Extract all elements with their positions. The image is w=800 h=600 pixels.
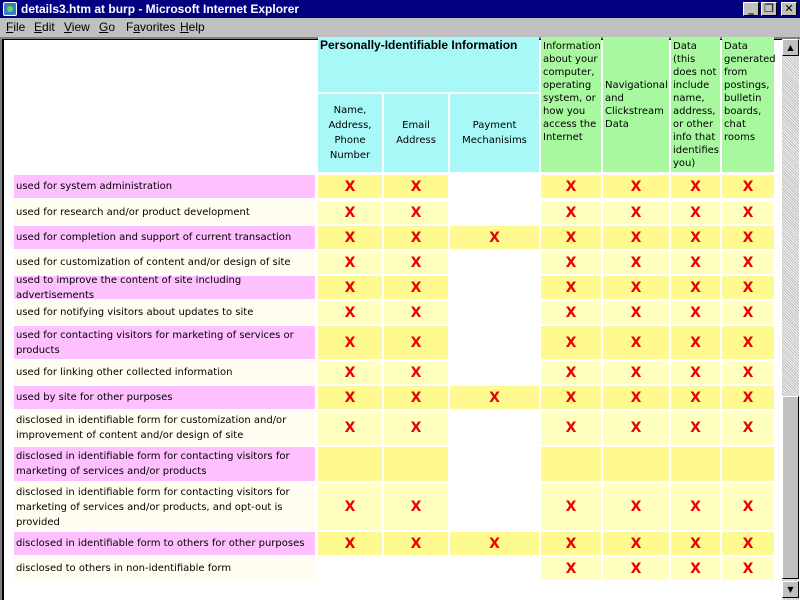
x-mark: X xyxy=(384,251,448,274)
x-mark: X xyxy=(603,386,669,409)
restore-button[interactable]: ❐ xyxy=(761,2,777,16)
vertical-scrollbar[interactable] xyxy=(782,39,799,600)
x-mark: X xyxy=(384,361,448,384)
row-label: used to improve the content of site including advertisements xyxy=(14,276,315,299)
empty-cell xyxy=(450,411,539,445)
x-mark: X xyxy=(384,532,448,555)
scrollbar-thumb[interactable] xyxy=(782,396,799,579)
window-title: details3.htm at burp - Microsoft Internet Explorer xyxy=(21,2,300,16)
x-mark: X xyxy=(722,361,774,384)
column-header: Navigational and Clickstream Data xyxy=(603,37,669,172)
x-mark: X xyxy=(384,226,448,249)
column-header: Data generated from postings, bulletin boards, chat rooms xyxy=(722,37,774,172)
x-mark: X xyxy=(318,386,382,409)
row-label: disclosed in identifiable form for contacting visitors for marketing of services and/or products xyxy=(14,447,315,481)
x-mark: X xyxy=(603,484,669,530)
column-header: Information about your computer, operating system, or how you access the Internet xyxy=(541,37,601,172)
empty-cell xyxy=(450,484,539,530)
x-mark: X xyxy=(318,532,382,555)
x-mark: X xyxy=(541,411,601,445)
empty-cell xyxy=(671,447,720,481)
x-mark: X xyxy=(671,386,720,409)
x-mark: X xyxy=(722,301,774,324)
x-mark: X xyxy=(671,532,720,555)
row-label: used for linking other collected information xyxy=(14,361,315,384)
row-label: used for system administration xyxy=(14,175,315,198)
empty-cell xyxy=(450,301,539,324)
x-mark: X xyxy=(384,411,448,445)
x-mark: X xyxy=(722,557,774,580)
x-mark: X xyxy=(671,201,720,224)
x-mark: X xyxy=(722,226,774,249)
x-mark: X xyxy=(722,276,774,299)
x-mark: X xyxy=(671,276,720,299)
x-mark: X xyxy=(671,326,720,359)
empty-cell xyxy=(450,276,539,299)
x-mark: X xyxy=(450,226,539,249)
x-mark: X xyxy=(384,326,448,359)
x-mark: X xyxy=(450,386,539,409)
x-mark: X xyxy=(384,276,448,299)
x-mark: X xyxy=(541,251,601,274)
x-mark: X xyxy=(671,226,720,249)
row-label: used for contacting visitors for marketing of services or products xyxy=(14,326,315,359)
x-mark: X xyxy=(722,411,774,445)
empty-cell xyxy=(722,447,774,481)
x-mark: X xyxy=(603,326,669,359)
empty-cell xyxy=(450,251,539,274)
x-mark: X xyxy=(603,361,669,384)
empty-cell xyxy=(450,201,539,224)
x-mark: X xyxy=(318,226,382,249)
x-mark: X xyxy=(603,276,669,299)
row-label: disclosed in identifiable form for customization and/or improvement of content and/or design of site xyxy=(14,411,315,445)
empty-cell xyxy=(384,447,448,481)
x-mark: X xyxy=(722,201,774,224)
row-label: used for notifying visitors about updates to site xyxy=(14,301,315,324)
x-mark: X xyxy=(671,301,720,324)
x-mark: X xyxy=(384,386,448,409)
x-mark: X xyxy=(722,251,774,274)
x-mark: X xyxy=(541,175,601,198)
x-mark: X xyxy=(671,361,720,384)
ie-app-icon[interactable] xyxy=(3,2,17,16)
x-mark: X xyxy=(603,226,669,249)
x-mark: X xyxy=(722,532,774,555)
x-mark: X xyxy=(541,301,601,324)
row-label: used for customization of content and/or design of site xyxy=(14,251,315,274)
menu-go[interactable]: Go xyxy=(99,20,116,34)
column-header: Email Address xyxy=(384,94,448,172)
close-button[interactable]: ✕ xyxy=(781,2,797,16)
x-mark: X xyxy=(603,301,669,324)
x-mark: X xyxy=(318,326,382,359)
x-mark: X xyxy=(671,251,720,274)
x-mark: X xyxy=(603,201,669,224)
x-mark: X xyxy=(541,386,601,409)
empty-cell xyxy=(450,557,539,580)
x-mark: X xyxy=(318,251,382,274)
x-mark: X xyxy=(318,175,382,198)
menu-bar xyxy=(0,18,800,37)
x-mark: X xyxy=(384,201,448,224)
minimize-button[interactable]: _ xyxy=(743,2,759,16)
empty-cell xyxy=(318,557,382,580)
x-mark: X xyxy=(541,361,601,384)
x-mark: X xyxy=(603,411,669,445)
column-header: Payment Mechanisims xyxy=(450,94,539,172)
x-mark: X xyxy=(603,175,669,198)
frame-edge xyxy=(2,39,4,600)
x-mark: X xyxy=(318,361,382,384)
x-mark: X xyxy=(384,175,448,198)
column-header: Data (this does not include name, address, or other info that identifies you) xyxy=(671,37,720,172)
empty-cell xyxy=(450,361,539,384)
row-label: disclosed in identifiable form for contacting visitors for marketing of services and/or products, and opt-out is provided xyxy=(14,484,315,530)
x-mark: X xyxy=(541,557,601,580)
menu-view[interactable]: View xyxy=(64,20,90,34)
x-mark: X xyxy=(722,326,774,359)
x-mark: X xyxy=(318,276,382,299)
x-mark: X xyxy=(541,326,601,359)
empty-cell xyxy=(384,557,448,580)
x-mark: X xyxy=(384,484,448,530)
menu-help[interactable]: Help xyxy=(180,20,205,34)
x-mark: X xyxy=(671,411,720,445)
x-mark: X xyxy=(318,484,382,530)
pii-group-header: Personally-Identifiable Information xyxy=(318,37,539,92)
x-mark: X xyxy=(541,276,601,299)
x-mark: X xyxy=(541,226,601,249)
empty-cell xyxy=(541,447,601,481)
x-mark: X xyxy=(722,175,774,198)
row-label: used for research and/or product development xyxy=(14,201,315,224)
row-label: disclosed in identifiable form to others for other purposes xyxy=(14,532,315,555)
x-mark: X xyxy=(671,557,720,580)
x-mark: X xyxy=(318,201,382,224)
x-mark: X xyxy=(450,532,539,555)
window-titlebar xyxy=(0,0,800,18)
menu-file[interactable]: File xyxy=(6,20,26,34)
row-label: used for completion and support of current transaction xyxy=(14,226,315,249)
x-mark: X xyxy=(318,411,382,445)
row-label: used by site for other purposes xyxy=(14,386,315,409)
x-mark: X xyxy=(671,175,720,198)
x-mark: X xyxy=(541,201,601,224)
empty-cell xyxy=(450,326,539,359)
empty-cell xyxy=(603,447,669,481)
x-mark: X xyxy=(603,557,669,580)
scroll-up-arrow-icon[interactable]: ▲ xyxy=(782,39,799,56)
x-mark: X xyxy=(722,484,774,530)
x-mark: X xyxy=(541,532,601,555)
menu-edit[interactable]: Edit xyxy=(34,20,55,34)
x-mark: X xyxy=(603,532,669,555)
empty-cell xyxy=(450,175,539,198)
column-header: Name, Address, Phone Number xyxy=(318,94,382,172)
x-mark: X xyxy=(671,484,720,530)
row-label: disclosed to others in non-identifiable form xyxy=(14,557,315,580)
x-mark: X xyxy=(603,251,669,274)
empty-cell xyxy=(318,447,382,481)
x-mark: X xyxy=(541,484,601,530)
x-mark: X xyxy=(722,386,774,409)
x-mark: X xyxy=(318,301,382,324)
empty-cell xyxy=(450,447,539,481)
scroll-down-arrow-icon[interactable]: ▼ xyxy=(782,581,799,598)
x-mark: X xyxy=(384,301,448,324)
menu-favorites[interactable]: Favorites xyxy=(126,20,176,34)
